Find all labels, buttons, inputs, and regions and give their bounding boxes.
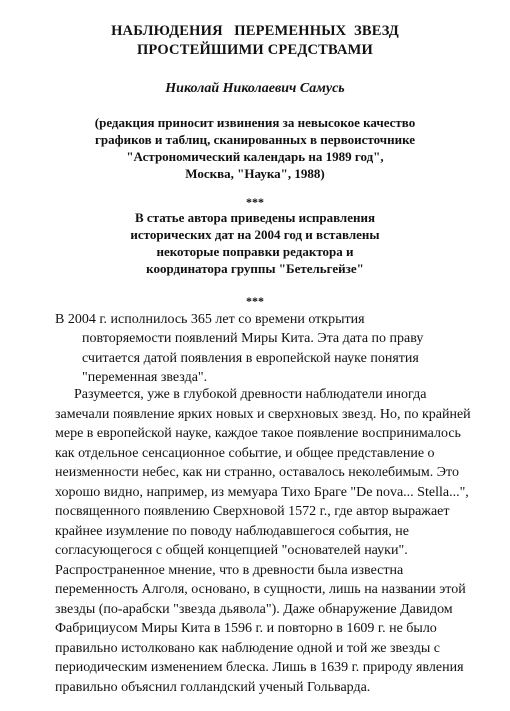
paragraph-line: крайнее изумление по поводу наблюдавшегося события, не <box>55 523 409 539</box>
revision-note-line: В статье автора приведены исправления <box>134 210 376 225</box>
paragraph-line: посвященного появлению Сверхновой 1572 г., где автор выражает <box>55 504 450 519</box>
paragraph-line: как отдельное сенсационное событие, и общее представление о <box>55 445 435 461</box>
intro-paragraph <box>55 310 485 388</box>
paragraph-line: Распространенное мнение, что в древности была известна <box>55 562 404 578</box>
paragraph-line: мере в европейской науке, каждое такое появление воспринималось <box>55 426 461 441</box>
paragraph-line: звезды (по-арабски "звезда дьявола"). Даже обнаружение Давидом <box>55 601 453 617</box>
separator-stars: *** <box>246 294 264 308</box>
paragraph-line: считается датой появления в европейской науке понятия <box>82 350 419 366</box>
paragraph-line: неизменности небес, как ни странно, оставалось неколебимым. Это <box>55 465 459 480</box>
paragraph-line: Фабрициусом Миры Кита в 1596 г. и повторно в 1609 г. не было <box>55 621 437 636</box>
article-title <box>0 22 510 60</box>
editorial-note-line: "Астрономический календарь на 1989 год", <box>126 149 384 164</box>
paragraph-line: согласующегося с общей концепцией "основателей науки". <box>55 543 408 558</box>
paragraph-line: правильно объяснил голландский ученый Гольварда. <box>55 679 371 695</box>
body-paragraph <box>55 385 500 697</box>
editorial-note-line: графиков и таблиц, сканированных в первоисточнике <box>94 132 416 147</box>
author-name: Николай Николаевич Самусь <box>165 81 345 96</box>
paragraph-line: "переменная звезда". <box>82 370 208 386</box>
paragraph-line: Разумеется, уже в глубокой древности наблюдатели иногда <box>74 387 427 402</box>
paragraph-line: правильно истолковано как наблюдение одной и той же звезды с <box>55 640 440 656</box>
title-line-1: НАБЛЮДЕНИЯ ПЕРЕМЕННЫХ ЗВЕЗД <box>111 23 399 39</box>
separator-stars: *** <box>246 195 264 209</box>
title-line-2: ПРОСТЕЙШИМИ СРЕДСТВАМИ <box>136 42 374 58</box>
revision-note-line: некоторые поправки редактора и <box>156 244 354 259</box>
editorial-note-line: Москва, "Наука", 1988) <box>185 166 325 181</box>
paragraph-line: замечали появление ярких новых и сверхновых звезд. Но, по крайней <box>55 406 471 422</box>
revision-note-line: исторических дат на 2004 год и вставлены <box>130 227 380 242</box>
editorial-note-line: (редакция приносит извинения за невысокое качество <box>94 115 416 130</box>
paragraph-line: В 2004 г. исполнилось 365 лет со времени открытия <box>55 312 365 327</box>
revision-note-line: координатора группы "Бетельгейзе" <box>146 261 364 276</box>
paragraph-line: периодическим изменением блеска. Лишь в 1639 г. природу явления <box>55 660 464 675</box>
paragraph-line: переменность Алголя, основано, в сущности, лишь на названии этой <box>55 582 466 597</box>
revision-note <box>0 209 510 277</box>
editorial-note <box>0 114 510 182</box>
paragraph-line: повторяемости появлений Миры Кита. Эта дата по праву <box>82 331 424 347</box>
paragraph-line: хорошо видно, например, из мемуара Тихо Браге "De nova... Stella...", <box>55 484 469 500</box>
